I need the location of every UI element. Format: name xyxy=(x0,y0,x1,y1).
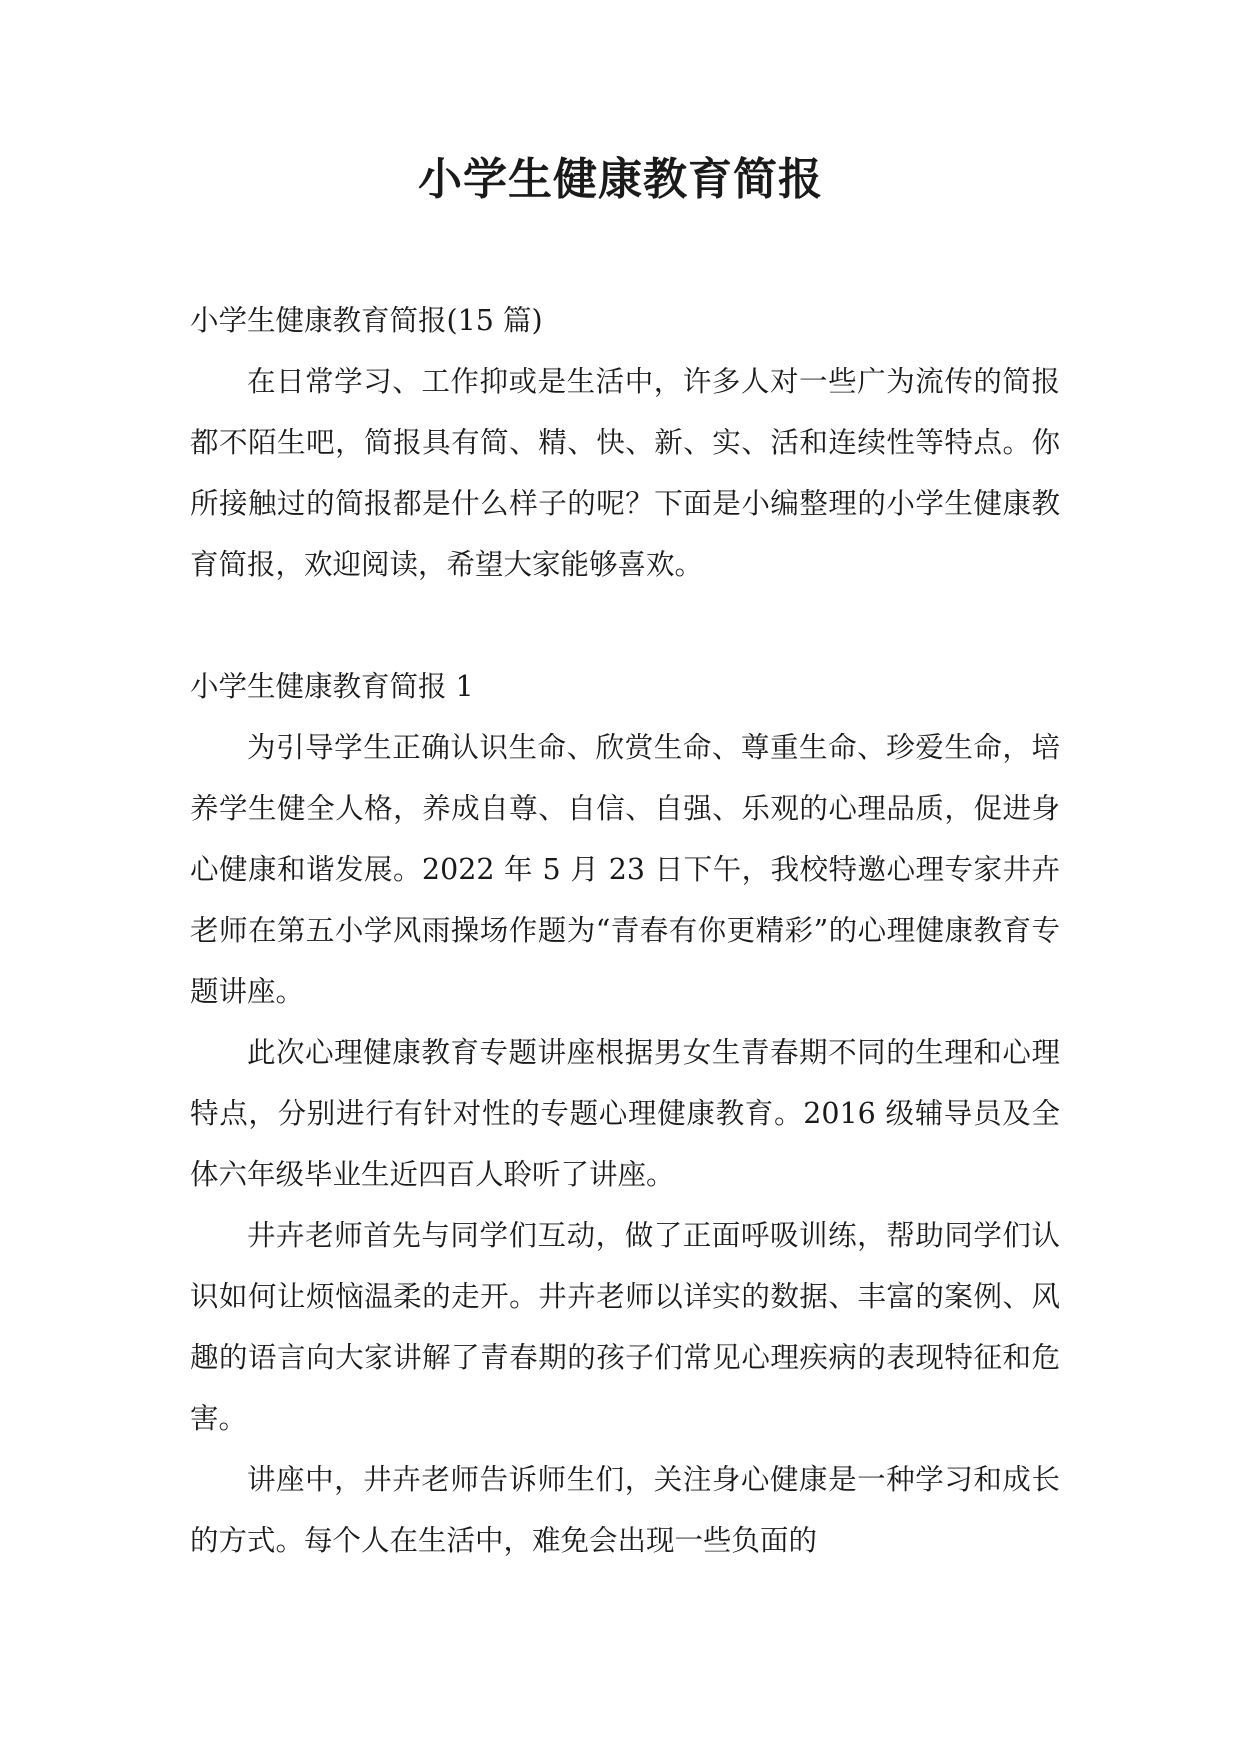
document-title: 小学生健康教育简报 xyxy=(418,154,823,205)
section-heading: 小学生健康教育简报 1 xyxy=(190,670,474,703)
body-paragraph: 为引导学生正确认识生命、欣赏生命、尊重生命、珍爱生命，培养学生健全人格，养成自尊、自信、自强、乐观的心理品质，促进身心健康和谐发展。2022 年 5 月 23 日下午，我校特邀心理专家井卉老师在第五小学风雨操场作题为“青春有你更精彩”的心理健康教育专题讲座。 xyxy=(190,731,1060,1008)
body-paragraph: 此次心理健康教育专题讲座根据男女生青春期不同的生理和心理特点，分别进行有针对性的专题心理健康教育。2016 级辅导员及全体六年级毕业生近四百人聆听了讲座。 xyxy=(190,1036,1060,1191)
body-paragraph: 讲座中，井卉老师告诉师生们，关注身心健康是一种学习和成长的方式。每个人在生活中，难免会出现一些负面的 xyxy=(190,1463,1060,1557)
body-paragraph: 井卉老师首先与同学们互动，做了正面呼吸训练，帮助同学们认识如何让烦恼温柔的走开。井卉老师以详实的数据、丰富的案例、风趣的语言向大家讲解了青春期的孩子们常见心理疾病的表现特征和危害。 xyxy=(190,1219,1060,1435)
intro-paragraph: 在日常学习、工作抑或是生活中，许多人对一些广为流传的简报都不陌生吧，简报具有简、精、快、新、实、活和连续性等特点。你所接触过的简报都是什么样子的呢？下面是小编整理的小学生健康教育简报，欢迎阅读，希望大家能够喜欢。 xyxy=(190,365,1060,581)
document-body xyxy=(190,290,1060,1571)
section-spacer xyxy=(190,595,1060,656)
document-subtitle: 小学生健康教育简报(15 篇) xyxy=(190,304,543,337)
